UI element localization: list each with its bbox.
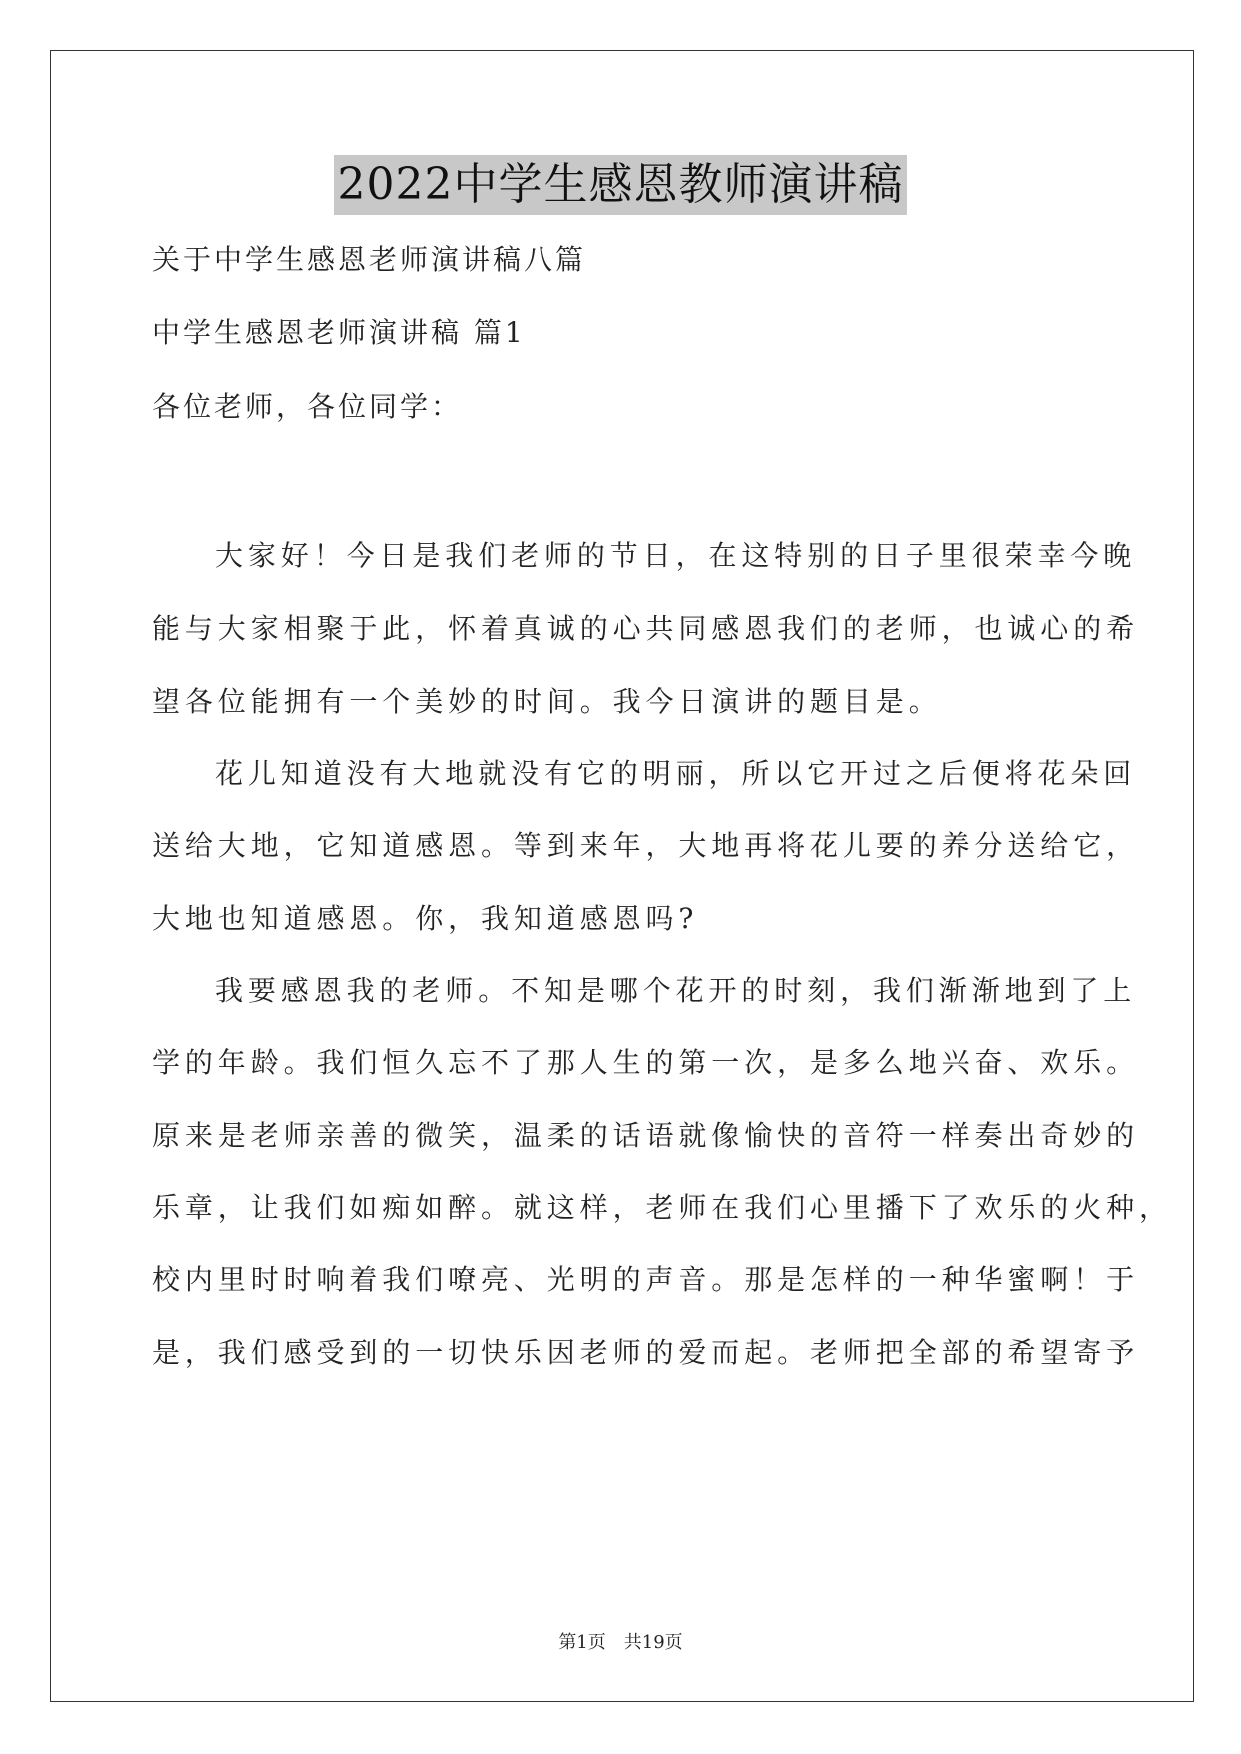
- salutation: 各位老师，各位同学：: [152, 390, 463, 423]
- paragraph-line: 校内里时时响着我们嘹亮、光明的声音。那是怎样的一种华蜜啊！于: [152, 1263, 1140, 1296]
- title-container: [0, 155, 1241, 215]
- paragraph-line: 送给大地，它知道感恩。等到来年，大地再将花儿要的养分送给它，: [152, 829, 1140, 862]
- subtitle: 关于中学生感恩老师演讲稿八篇: [152, 243, 587, 276]
- paragraph-line: 乐章，让我们如痴如醉。就这样，老师在我们心里播下了欢乐的火种，: [152, 1191, 1172, 1224]
- paragraph-line: 原来是老师亲善的微笑，温柔的话语就像愉快的音符一样奏出奇妙的: [152, 1119, 1140, 1152]
- paragraph-line: 大地也知道感恩。你，我知道感恩吗?: [152, 902, 699, 935]
- paragraph-line: 是，我们感受到的一切快乐因老师的爱而起。老师把全部的希望寄予: [152, 1336, 1140, 1369]
- paragraph-line: 学的年龄。我们恒久忘不了那人生的第一次，是多么地兴奋、欢乐。: [152, 1046, 1140, 1079]
- document-title: 2022中学生感恩教师演讲稿: [334, 155, 908, 215]
- page-border: [50, 50, 1194, 1702]
- section-heading: 中学生感恩老师演讲稿 篇1: [152, 316, 526, 349]
- paragraph-line: 大家好！今日是我们老师的节日，在这特别的日子里很荣幸今晚: [215, 539, 1137, 572]
- paragraph-line: 能与大家相聚于此，怀着真诚的心共同感恩我们的老师，也诚心的希: [152, 612, 1140, 645]
- paragraph-line: 我要感恩我的老师。不知是哪个花开的时刻，我们渐渐地到了上: [215, 974, 1137, 1007]
- paragraph-line: 望各位能拥有一个美妙的时间。我今日演讲的题目是。: [152, 685, 942, 718]
- paragraph-line: 花儿知道没有大地就没有它的明丽，所以它开过之后便将花朵回: [215, 757, 1137, 790]
- page-number-footer: 第1页 共19页: [558, 1632, 683, 1653]
